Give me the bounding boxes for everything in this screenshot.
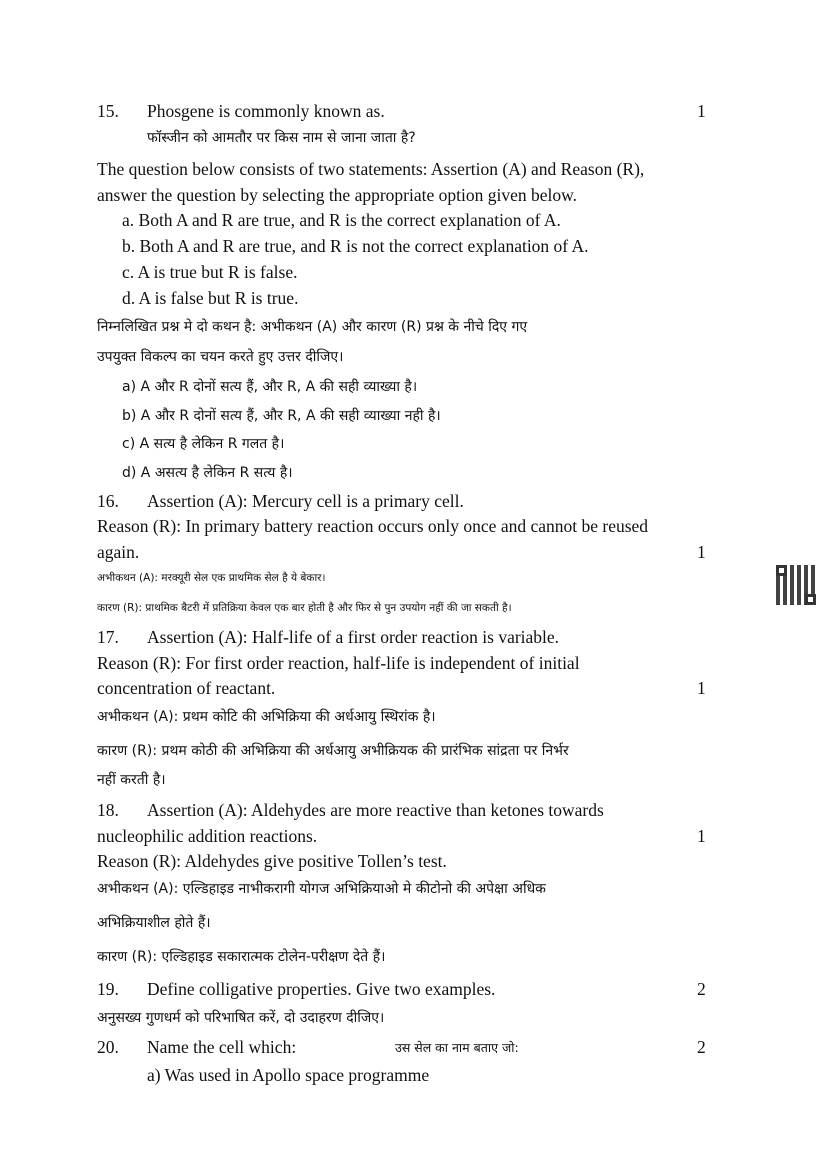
question-text: Phosgene is commonly known as. — [147, 101, 385, 121]
question-marks: 1 — [697, 826, 706, 846]
instruction-line-hindi: उपयुक्त विकल्प का चयन करते हुए उत्तर दीजिए। — [97, 349, 344, 365]
question-reason: Reason (R): In primary battery reaction occurs only once and cannot be reused — [97, 516, 649, 536]
question-number: 18. — [97, 800, 119, 820]
question-number: 19. — [97, 979, 119, 999]
question-assertion: Assertion (A): Aldehydes are more reactive than ketones towards — [147, 800, 604, 820]
question-marks: 1 — [697, 678, 706, 698]
question-reason: concentration of reactant. — [97, 678, 276, 698]
question-assertion-hindi: अभिक्रियाशील होते हैं। — [97, 915, 211, 931]
option-item: d. A is false but R is true. — [122, 288, 299, 308]
question-assertion: Assertion (A): Half-life of a first order reaction is variable. — [147, 627, 560, 647]
question-text: Name the cell which: — [147, 1037, 297, 1057]
qr-code-image — [776, 565, 816, 605]
question-number: 16. — [97, 491, 119, 511]
question-reason: Reason (R): For first order reaction, half-life is independent of initial — [97, 653, 580, 673]
question-reason: Reason (R): Aldehydes give positive Tollen’s test. — [97, 851, 447, 871]
question-text-hindi: उस सेल का नाम बताए जो: — [395, 1040, 519, 1055]
question-assertion-hindi: अभीकथन (A): मरक्यूरी सेल एक प्राथमिक सेल है ये बेकार। — [97, 572, 326, 584]
question-reason-hindi: नहीं करती है। — [97, 772, 166, 788]
question-reason-hindi: कारण (R): प्रथम कोठी की अभिक्रिया की अर्धआयु अभीक्रियक की प्रारंभिक सांद्रता पर निर्भर — [97, 743, 569, 759]
instruction-line: The question below consists of two statements: Assertion (A) and Reason (R), — [97, 159, 645, 179]
question-text-hindi: फॉस्जीन को आमतौर पर किस नाम से जाना जाता है? — [147, 130, 416, 146]
question-assertion-hindi: अभीकथन (A): एल्डिहाइड नाभीकरागी योगज अभिक्रियाओ मे कीटोनो की अपेक्षा अधिक — [97, 881, 546, 897]
question-marks: 2 — [697, 1037, 706, 1057]
question-marks: 1 — [697, 101, 706, 121]
question-number: 17. — [97, 627, 119, 647]
question-number: 20. — [97, 1037, 119, 1057]
question-assertion: nucleophilic addition reactions. — [97, 826, 318, 846]
question-marks: 1 — [697, 542, 706, 562]
question-assertion: Assertion (A): Mercury cell is a primary cell. — [147, 491, 464, 511]
option-item-hindi: c) A सत्य है लेकिन R गलत है। — [122, 436, 285, 452]
question-reason-hindi: कारण (R): एल्डिहाइड सकारात्मक टोलेन-परीक्षण देते हैं। — [97, 949, 386, 965]
question-text: Define colligative properties. Give two examples. — [147, 979, 496, 999]
option-item-hindi: b) A और R दोनों सत्य हैं, और R, A की सही व्याख्या नही है। — [122, 408, 441, 424]
question-reason: again. — [97, 542, 140, 562]
option-item: c. A is true but R is false. — [122, 262, 298, 282]
option-item-hindi: a) A और R दोनों सत्य हैं, और R, A की सही व्याख्या है। — [122, 379, 418, 395]
option-item: a) Was used in Apollo space programme — [147, 1065, 430, 1085]
question-marks: 2 — [697, 979, 706, 999]
instruction-line: answer the question by selecting the appropriate option given below. — [97, 185, 577, 205]
question-number: 15. — [97, 101, 119, 121]
instruction-line-hindi: निम्नलिखित प्रश्न मे दो कथन है: अभीकथन (A) और कारण (R) प्रश्न के नीचे दिए गए — [97, 319, 528, 335]
option-item: b. Both A and R are true, and R is not the correct explanation of A. — [122, 236, 589, 256]
question-reason-hindi: कारण (R): प्राथमिक बैटरी में प्रतिक्रिया केवल एक बार होती है और फिर से पुन उपयोग नहीं की जा सकती है। — [97, 602, 512, 614]
option-item: a. Both A and R are true, and R is the correct explanation of A. — [122, 210, 561, 230]
question-assertion-hindi: अभीकथन (A): प्रथम कोटि की अभिक्रिया की अर्धआयु स्थिरांक है। — [97, 709, 436, 725]
question-text-hindi: अनुसख्य गुणधर्म को परिभाषित करें, दो उदाहरण दीजिए। — [97, 1010, 385, 1026]
option-item-hindi: d) A असत्य है लेकिन R सत्य है। — [122, 465, 293, 481]
